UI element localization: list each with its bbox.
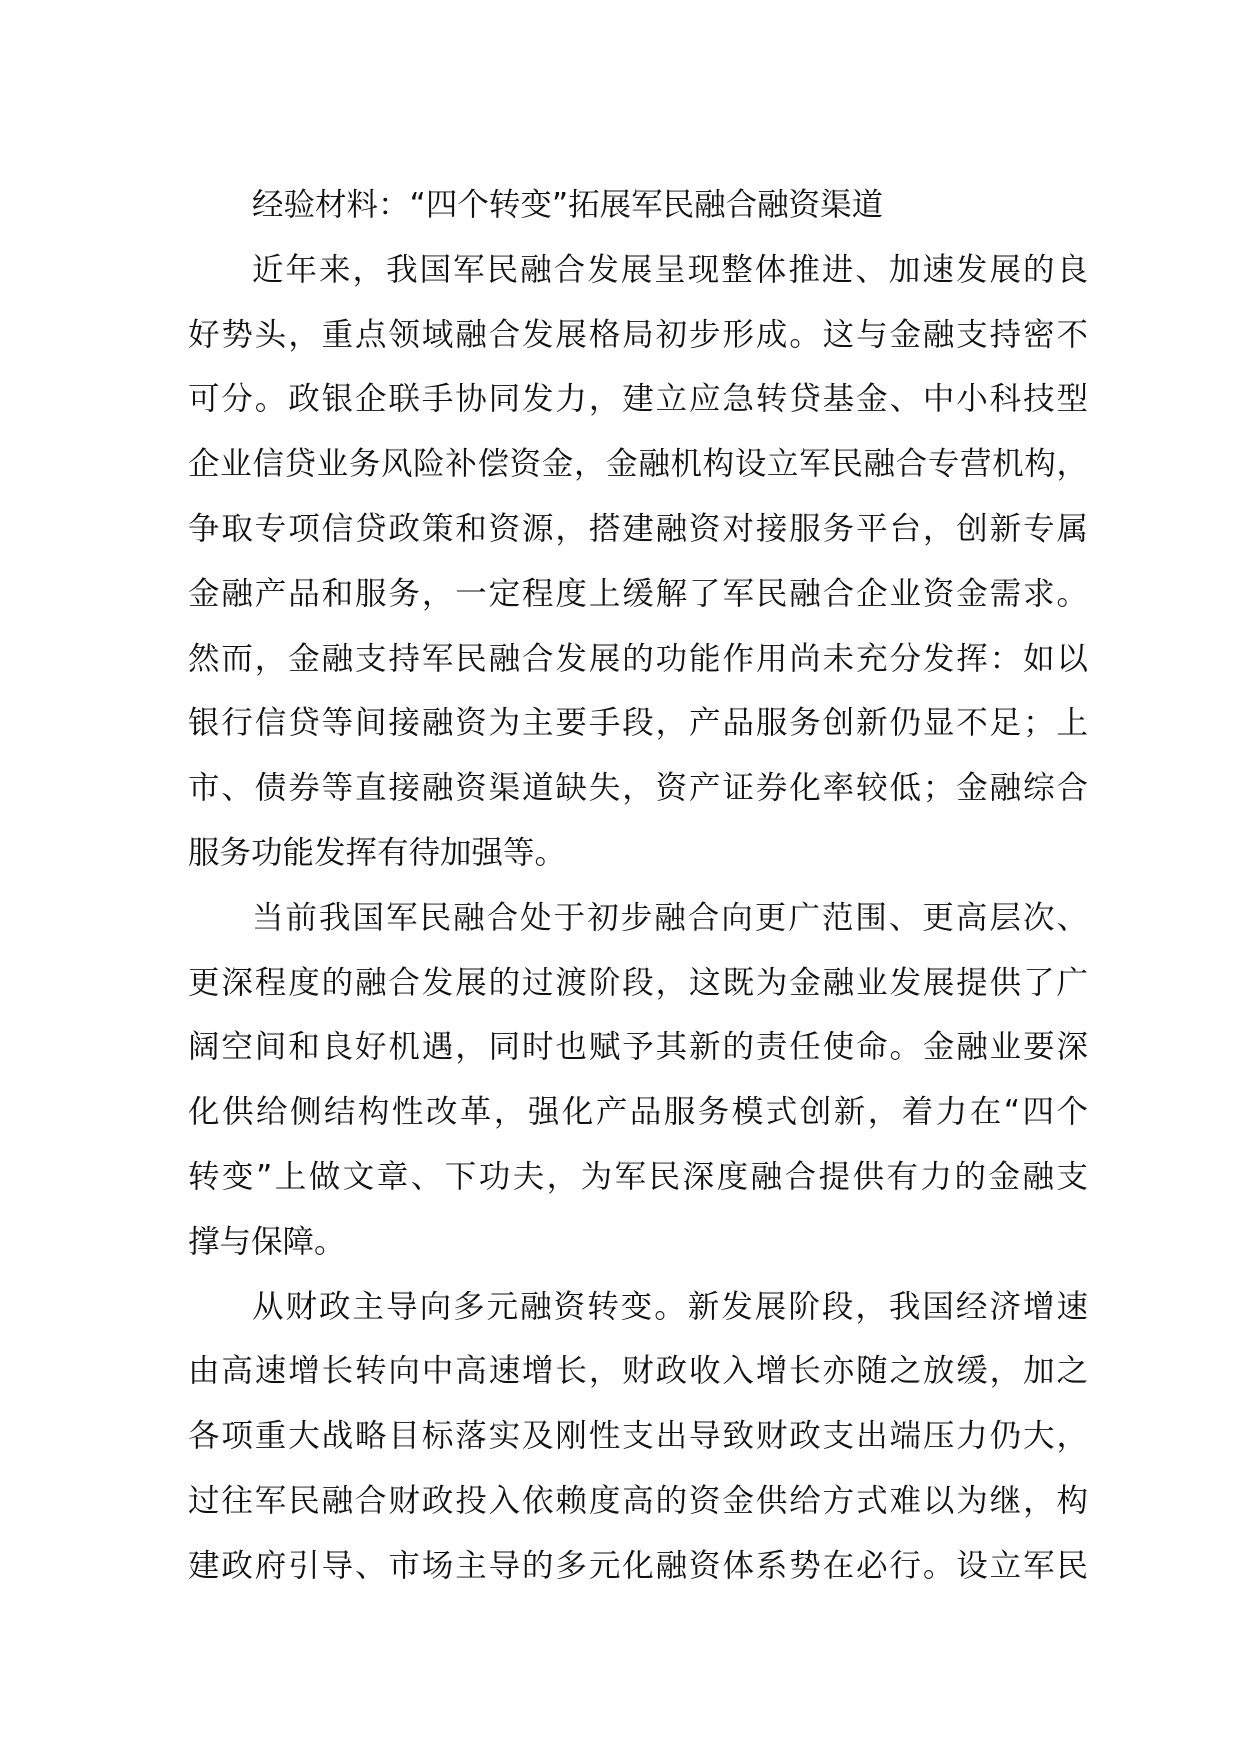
text-line: 过往军民融合财政投入依赖度高的资金供给方式难以为继，构 <box>188 1482 1088 1519</box>
text-line: 近年来，我国军民融合发展呈现整体推进、加速发展的良 <box>252 251 1088 288</box>
document-title: 经验材料：“四个转变”拓展军民融合融资渠道 <box>252 187 884 223</box>
text-line: 阔空间和良好机遇，同时也赋予其新的责任使命。金融业要深 <box>188 1029 1088 1066</box>
paragraph-3 <box>188 1275 1088 1599</box>
text-line: 当前我国军民融合处于初步融合向更广范围、更高层次、 <box>252 899 1088 936</box>
paragraph-1 <box>188 238 1088 886</box>
text-line: 建政府引导、市场主导的多元化融资体系势在必行。设立军民 <box>188 1547 1088 1584</box>
text-line: 化供给侧结构性改革，强化产品服务模式创新，着力在“四个 <box>188 1094 1088 1131</box>
text-line: 更深程度的融合发展的过渡阶段，这既为金融业发展提供了广 <box>188 964 1088 1001</box>
text-line: 转变”上做文章、下功夫，为军民深度融合提供有力的金融支 <box>188 1158 1088 1195</box>
text-line: 然而，金融支持军民融合发展的功能作用尚未充分发挥：如以 <box>188 640 1088 677</box>
text-line: 撑与保障。 <box>188 1223 346 1260</box>
text-line: 服务功能发挥有待加强等。 <box>188 834 567 871</box>
text-line: 好势头，重点领域融合发展格局初步形成。这与金融支持密不 <box>188 316 1088 353</box>
text-line: 市、债券等直接融资渠道缺失，资产证券化率较低；金融综合 <box>188 770 1088 807</box>
text-line: 由高速增长转向中高速增长，财政收入增长亦随之放缓，加之 <box>188 1353 1088 1390</box>
text-line: 从财政主导向多元融资转变。新发展阶段，我国经济增速 <box>252 1288 1088 1325</box>
text-line: 企业信贷业务风险补偿资金，金融机构设立军民融合专营机构， <box>188 446 1088 483</box>
document-body <box>188 173 1088 1599</box>
text-line: 可分。政银企联手协同发力，建立应急转贷基金、中小科技型 <box>188 381 1088 418</box>
text-line: 银行信贷等间接融资为主要手段，产品服务创新仍显不足；上 <box>188 705 1088 742</box>
text-line: 金融产品和服务，一定程度上缓解了军民融合企业资金需求。 <box>188 575 1088 612</box>
text-line: 争取专项信贷政策和资源，搭建融资对接服务平台，创新专属 <box>188 510 1088 547</box>
text-line: 各项重大战略目标落实及刚性支出导致财政支出端压力仍大， <box>188 1418 1088 1455</box>
paragraph-2 <box>188 886 1088 1275</box>
